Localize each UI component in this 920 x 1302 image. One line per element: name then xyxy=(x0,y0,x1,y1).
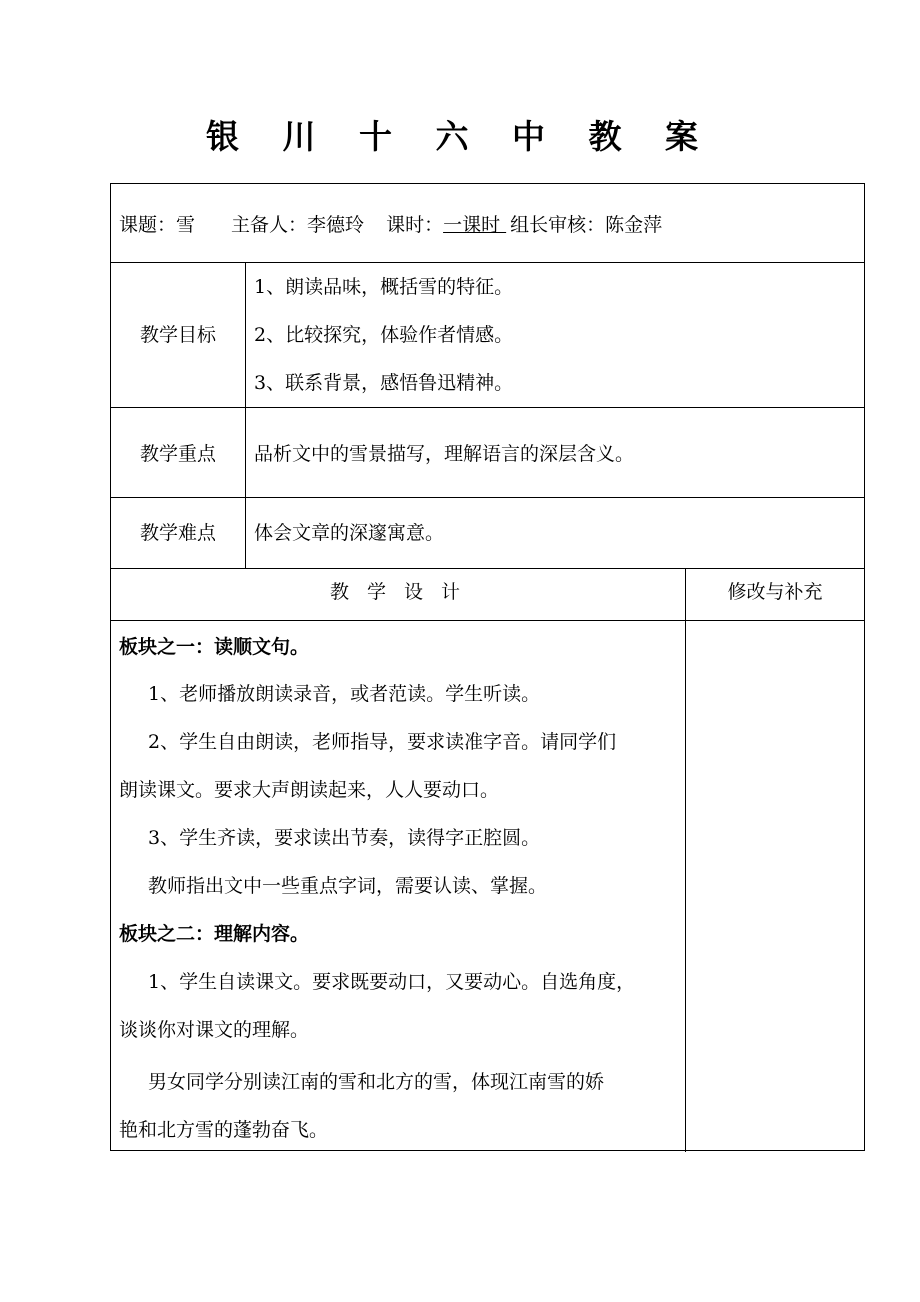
paragraph-line: 男女同学分别读江南的雪和北方的雪，体现江南雪的娇 xyxy=(148,1071,605,1093)
hours-label: 课时： xyxy=(386,214,444,236)
paragraph-line: 教师指出文中一些重点字词，需要认读、掌握。 xyxy=(148,875,548,897)
reviewer-label: 组长审核： xyxy=(510,214,606,236)
topic-label: 课题： xyxy=(119,214,177,236)
paragraph-line: 艳和北方雪的蓬勃奋飞。 xyxy=(119,1119,329,1141)
difficulty-value: 体会文章的深邃寓意。 xyxy=(254,522,445,544)
divider xyxy=(111,262,864,263)
objectives-label: 教学目标 xyxy=(139,324,216,346)
divider xyxy=(245,262,246,568)
divider xyxy=(685,568,686,1152)
paragraph-line: 1、老师播放朗读录音，或者范读。学生听读。 xyxy=(148,683,541,705)
reviewer-value: 陈金萍 xyxy=(605,214,663,236)
hours-value: 一课时 xyxy=(443,214,507,236)
objective-item: 3、联系背景，感悟鲁迅精神。 xyxy=(254,372,514,394)
divider xyxy=(111,407,864,408)
key-label: 教学重点 xyxy=(139,443,216,465)
section-title: 板块之二：理解内容。 xyxy=(119,923,310,945)
objective-item: 2、比较探究，体验作者情感。 xyxy=(254,324,514,346)
lesson-plan-table xyxy=(110,183,865,1151)
objective-item: 1、朗读品味，概括雪的特征。 xyxy=(254,276,514,298)
paragraph-line: 2、学生自由朗读，老师指导，要求读准字音。请同学们 xyxy=(148,731,617,753)
revision-header: 修改与补充 xyxy=(727,581,823,603)
topic-value: 雪 xyxy=(176,214,196,236)
paragraph-line: 谈谈你对课文的理解。 xyxy=(119,1019,310,1041)
key-value: 品析文中的雪景描写，理解语言的深层含义。 xyxy=(254,443,635,465)
header-row xyxy=(119,212,662,238)
preparer-value: 李德玲 xyxy=(307,214,365,236)
section-title: 板块之一：读顺文句。 xyxy=(119,636,310,658)
page-title: 银 川 十 六 中 教 案 xyxy=(206,117,714,156)
design-header: 教 学 设 计 xyxy=(329,581,467,603)
divider xyxy=(111,620,864,621)
divider xyxy=(111,568,864,569)
divider xyxy=(111,497,864,498)
paragraph-line: 朗读课文。要求大声朗读起来，人人要动口。 xyxy=(119,779,500,801)
paragraph-line: 1、学生自读课文。要求既要动口，又要动心。自选角度， xyxy=(148,971,636,993)
paragraph-line: 3、学生齐读，要求读出节奏，读得字正腔圆。 xyxy=(148,827,541,849)
difficulty-label: 教学难点 xyxy=(139,522,216,544)
preparer-label: 主备人： xyxy=(231,214,308,236)
